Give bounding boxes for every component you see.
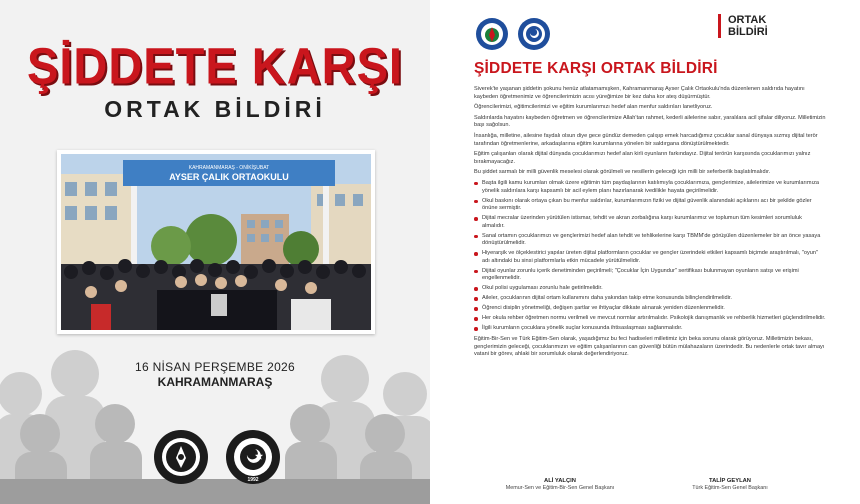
list-item: Her okula rehber öğretmen normu verilmeli ve mevcut normlar artırılmalıdır. Psikolojik danışmanlık ve rehberlik hizmetleri güçlendirilmelidir. bbox=[474, 315, 826, 323]
closing-paragraph: Eğitim-Bir-Sen ve Türk Eğitim-Sen olarak, yaşadığımız bu feci hadiseleri milletimiz için beka sorunu olarak görüyoruz. Milletimizin bekası, gençlerimizin geleceği, çocuklarımızın ve eğitim çalışanlarının can güvenliği bütün mülahazaların üzerindedir. Bu nedenlerle ortak tavır almayı vatani bir görev, ahlaki bir sorumluluk olarak değerlendiriyoruz. bbox=[474, 335, 825, 358]
list-item: Aileler, çocuklarının dijital ortam kullanımını daha yakından takip etme konusunda bilinçlendirilmelidir. bbox=[474, 295, 826, 303]
sign-top-text: KAHRAMANMARAŞ - ONİKİŞUBAT bbox=[188, 165, 270, 171]
event-photo bbox=[57, 150, 375, 334]
list-item: Sanal ortamın çocuklarımızı ve gençlerimizi hedef alan tehdit ve tehlikelerine karşı TBMM'de görüşülen düzenlemeler bir an önce yasaya dönüştürülmelidir. bbox=[474, 233, 826, 248]
union-logos bbox=[153, 428, 283, 486]
list-item: Dijital oyunlar zorunlu içerik denetiminden geçirilmeli; "Çocuklar İçin Uygundur" sertifikası bulunmayan oyunların satışı ve erişimi engellenmelidir. bbox=[474, 268, 826, 283]
cover-subtitle: ORTAK BİLDİRİ bbox=[104, 96, 326, 122]
paragraph: Bu şiddet sarmalı bir milli güvenlik meselesi olarak görülmeli ve nesillerin geleceği için milli bir seferberlik başlatılmalıdır. bbox=[474, 169, 771, 176]
signatory-title: Memur-Sen ve Eğitim-Bir-Sen Genel Başkanı bbox=[505, 485, 615, 491]
egitim-bir-sen-logo bbox=[153, 428, 283, 486]
sign-main-text: AYSER ÇALIK ORTAOKULU bbox=[169, 172, 289, 182]
event-city: KAHRAMANMARAŞ bbox=[157, 375, 273, 389]
signatory-name: ALİ YALÇIN bbox=[544, 478, 576, 484]
signature-right bbox=[660, 478, 800, 492]
demands-list bbox=[474, 180, 826, 333]
list-item: Hiyerarşik ve ölçeklestirici yapılar üreten dijital platformların çocuklar ve gençler üzerindeki etkileri kapsamlı biçimde araştırılmalı, "oyun" adı altındaki bu sinsi platformlarla etkin mücadele yürütülmelidir. bbox=[474, 250, 826, 265]
signatory-name: TALİP GEYLAN bbox=[709, 478, 751, 484]
list-item: Dijital mecralar üzerinden yürütülen istismar, tehdit ve akran zorbalığına karşı kurumlarımız ve toplumun tüm kesimleri sorumluluk almalıdır. bbox=[474, 215, 826, 230]
list-item: Öğrenci disiplin yönetmeliği, değişen şartlar ve ihtiyaçlar dikkate alınarak yeniden düzenlenmelidir. bbox=[474, 305, 826, 313]
joint-statement-badge bbox=[718, 14, 768, 38]
list-item: Okul polisi uygulaması zorunlu hale getirilmelidir. bbox=[474, 285, 826, 293]
paragraph: Öğrencilerimizi, eğitimcilerimizi ve eğitim kurumlarımızı hedef alan menfur saldırıları lanetliyoruz. bbox=[474, 104, 713, 111]
badge-line-2: BİLDİRİ bbox=[728, 26, 768, 38]
paragraph: İnsanlığa, milletine, ailesine faydalı olsun diye gece gündüz demeden çalışıp emek harcadığımız çocuklar sanal dünyaya sızmış dijital terör tarafından öğretmenlerine, arkadaşlarına eğitim kurumlarına yönelen bir saldırgana dönüştürülmektedir. bbox=[474, 132, 818, 147]
list-item: Başta ilgili kamu kurumları olmak üzere eğitimin tüm paydaşlarının katılımıyla çocuklarımıza, gençlerimize, ailelerimize ve kurumlarımıza yönelik saldırılara karşı kapsamlı bir acil eylem planı hazırlanarak ivedilikle hayata geçirilmelidir. bbox=[474, 180, 826, 195]
list-item: İlgili kurumların çocuklara yönelik suçlar konusunda ihtisaslaşması sağlanmalıdır. bbox=[474, 325, 826, 333]
paragraph: Eğitim çalışanları olarak dijital dünyada çocuklarımızı hedef alan kirli oyunların farkındayız. Dijital terörün karşısında çocuklarımızı yalnız bırakmayacağız. bbox=[474, 151, 811, 165]
event-date: 16 NİSAN PERŞEMBE 2026 bbox=[134, 360, 295, 374]
school-crowd-photo bbox=[61, 154, 371, 330]
cover-title: ŞİDDETE KARŞI bbox=[27, 36, 403, 95]
statement-panel bbox=[430, 0, 860, 504]
statement-body bbox=[474, 86, 826, 362]
signatory-title: Türk Eğitim-Sen Genel Başkanı bbox=[692, 485, 768, 491]
paragraph: Saldırılarda hayatını kaybeden öğretmen ve öğrencilerimize Allah'tan rahmet, kederli ailelerine sabır, yaralılara acil şifalar diliyoruz. Milletimizin başı sağolsun. bbox=[474, 114, 826, 129]
header-logos bbox=[475, 17, 555, 51]
signature-left bbox=[500, 478, 620, 492]
list-item: Okul baskını olarak ortaya çıkan bu menfur saldırılar, kurumlarımızın fiziki ve dijital güvenlik alanındaki açıklarını acı bir şekilde gözler önüne sermiştir. bbox=[474, 198, 826, 213]
badge-line-1: ORTAK bbox=[728, 14, 767, 26]
logo2-year: 1992 bbox=[247, 477, 259, 483]
paragraph: Siverek'te yaşanan şiddetin şokunu henüz atlatamamışken, Kahramanmaraş Ayser Çalık Ortaokulu'nda düzenlenen saldırıda hayatını kaybeden öğretmenimiz ve öğrencilerimizin acısı yüreğimize bir kez daha kor ateş düşürmüştür. bbox=[474, 86, 805, 100]
statement-title: ŞİDDETE KARŞI ORTAK BİLDİRİ bbox=[474, 60, 718, 77]
